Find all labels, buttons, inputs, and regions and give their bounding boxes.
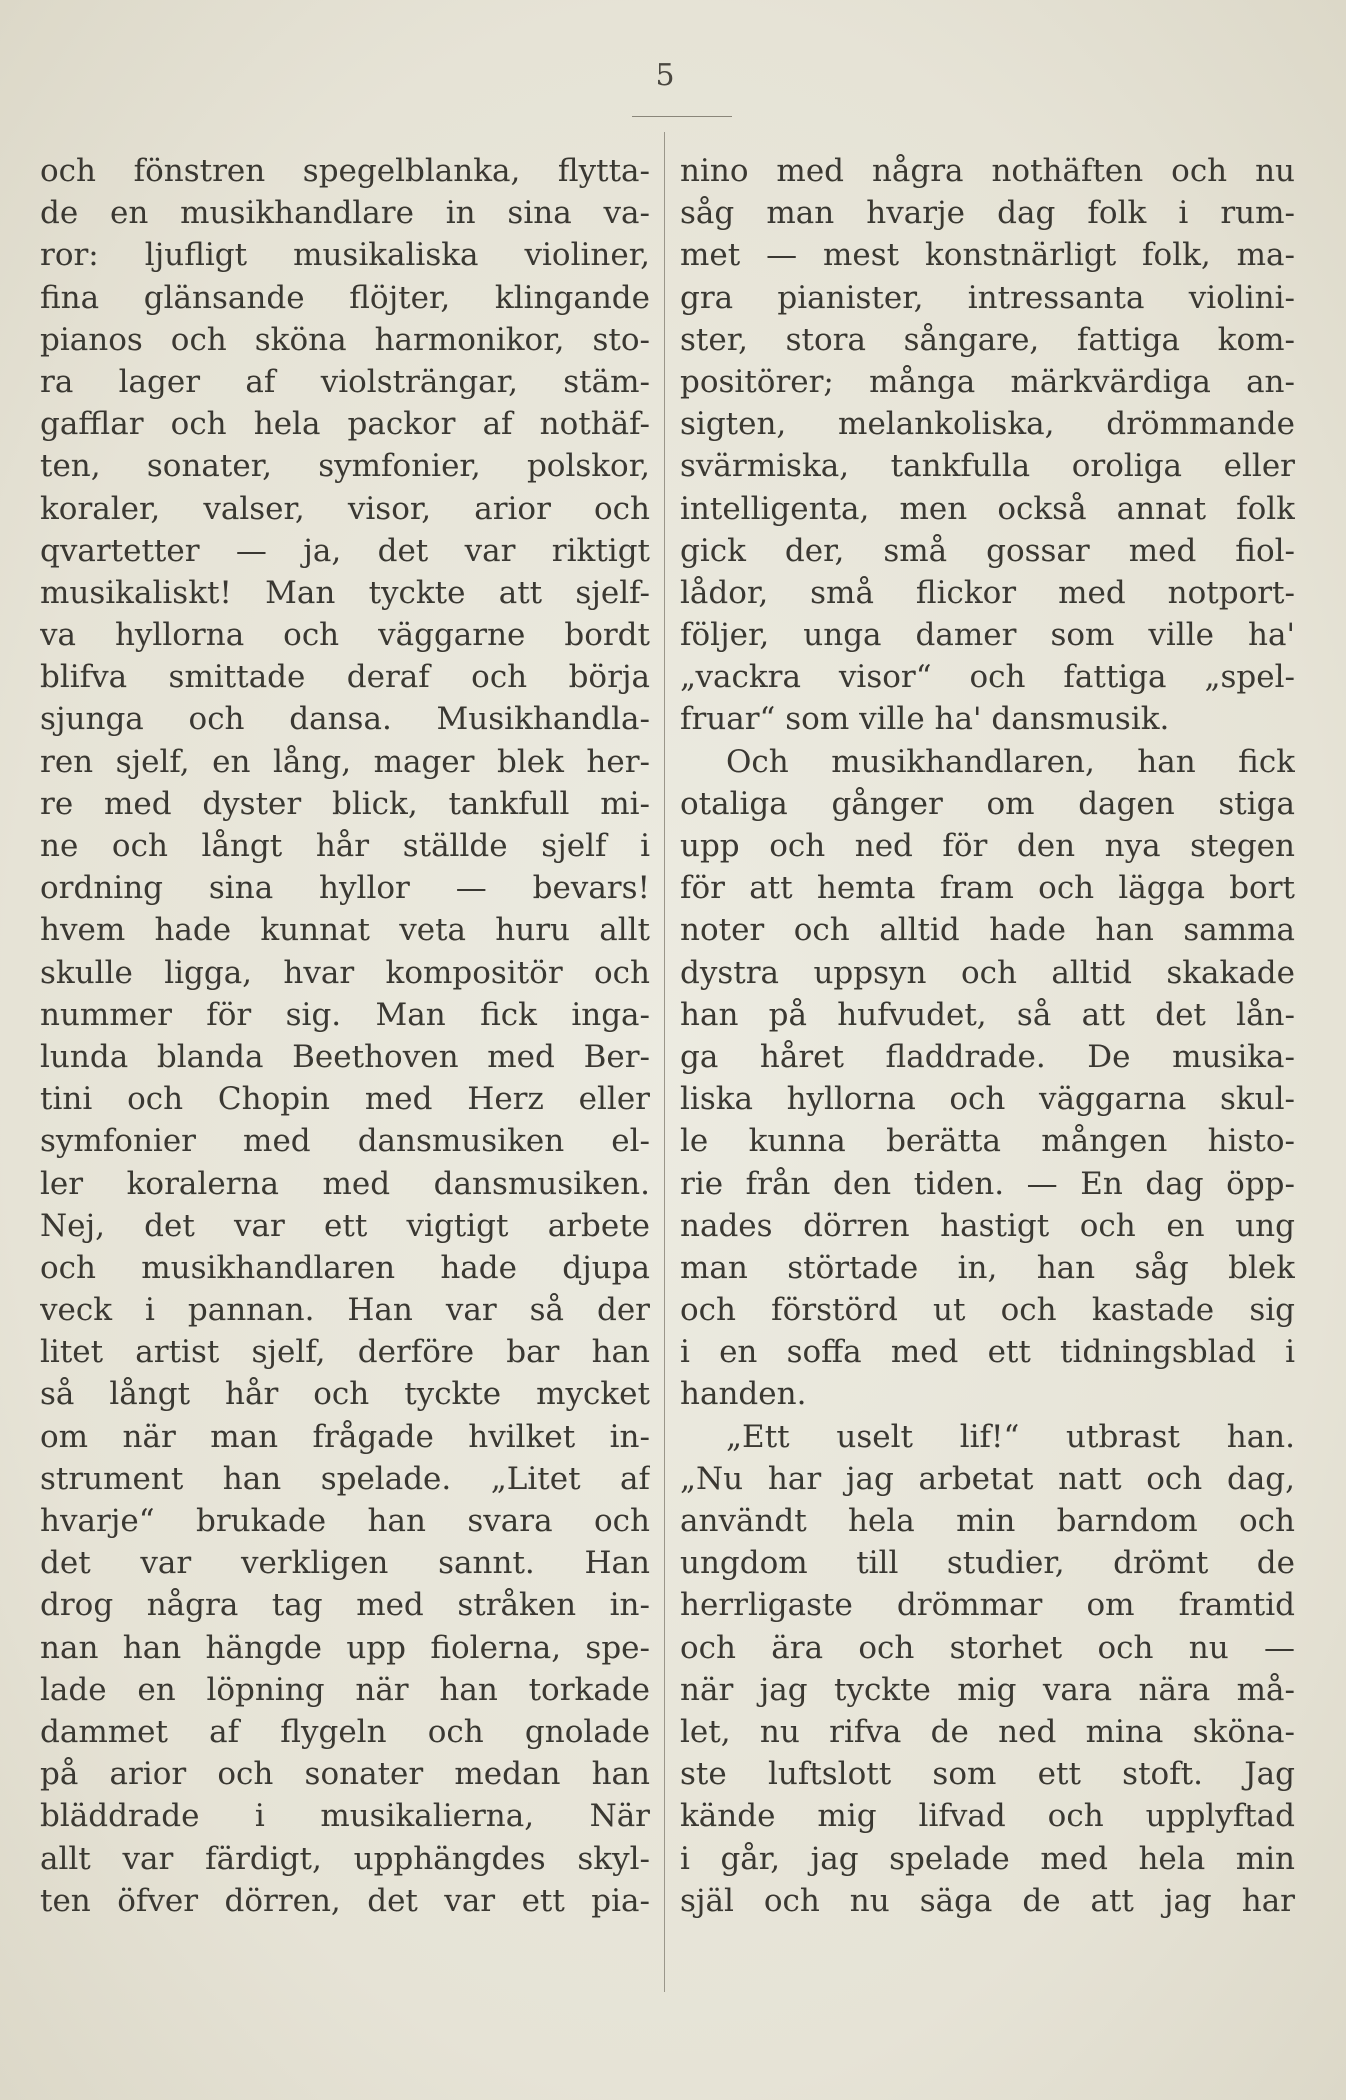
text-line: sigten, melankoliska, drömmande	[680, 406, 1295, 443]
text-line: ster, stora sångare, fattiga kom-	[680, 321, 1295, 358]
text-line: allt var färdigt, upphängdes skyl-	[40, 1840, 650, 1877]
text-line: „Nu har jag arbetat natt och dag,	[680, 1460, 1295, 1497]
text-line: hvarje“ brukade han svara och	[40, 1503, 650, 1539]
text-line: let, nu rifva de ned mina sköna-	[680, 1713, 1295, 1750]
text-line: för att hemta fram och lägga bort	[680, 870, 1295, 907]
page-number: 5	[655, 58, 675, 93]
text-line: „vackra visor“ och fattiga „spel-	[680, 659, 1295, 696]
text-line: och ära och storhet och nu —	[680, 1629, 1295, 1666]
text-line: re med dyster blick, tankfull mi-	[40, 785, 650, 822]
text-line: pianos och sköna harmonikor, sto-	[40, 321, 650, 358]
text-line: qvartetter — ja, det var riktigt	[40, 532, 650, 569]
text-line: positörer; många märkvärdiga an-	[680, 363, 1295, 400]
text-line: såg man hvarje dag folk i rum-	[680, 195, 1295, 232]
text-line: man störtade in, han såg blek	[680, 1249, 1295, 1286]
text-line: strument han spelade. „Litet af	[40, 1460, 650, 1497]
text-line: Och musikhandlaren, han fick	[726, 743, 1295, 780]
text-line: drog några tag med stråken in-	[40, 1587, 650, 1624]
text-line: nan han hängde upp fiolerna, spe-	[40, 1629, 650, 1666]
text-line: han på hufvudet, så att det lån-	[680, 996, 1295, 1033]
right-text-column	[680, 150, 1295, 1922]
text-line: följer, unga damer som ville ha'	[680, 617, 1295, 654]
text-line: herrligaste drömmar om framtid	[680, 1587, 1295, 1624]
text-line: litet artist sjelf, derföre bar han	[40, 1334, 650, 1371]
text-line: och förstörd ut och kastade sig	[680, 1292, 1295, 1329]
text-line: gick der, små gossar med fiol-	[680, 532, 1295, 569]
text-line: kände mig lifvad och upplyftad	[680, 1798, 1295, 1835]
text-line: i går, jag spelade med hela min	[680, 1840, 1295, 1877]
text-line: fruar“ som ville ha' dansmusik.	[680, 701, 1170, 738]
text-line: met — mest konstnärligt folk, ma-	[680, 237, 1295, 274]
text-line: blifva smittade deraf och börja	[40, 659, 650, 696]
text-line: skulle ligga, hvar kompositör och	[40, 954, 650, 991]
text-line: rie från den tiden. — En dag öpp-	[680, 1165, 1295, 1202]
text-line: svärmiska, tankfulla oroliga eller	[680, 448, 1295, 485]
text-line: otaliga gånger om dagen stiga	[680, 785, 1295, 822]
text-line: i en soffa med ett tidningsblad i	[680, 1334, 1295, 1371]
text-line: användt hela min barndom och	[680, 1503, 1295, 1539]
text-line: bläddrade i musikalierna, När	[40, 1798, 650, 1835]
text-line: lunda blanda Beethoven med Ber-	[40, 1038, 650, 1075]
header-rule	[632, 116, 732, 117]
text-line: „Ett uselt lif!“ utbrast han.	[726, 1418, 1295, 1455]
text-line: själ och nu säga de att jag har	[680, 1882, 1295, 1919]
text-line: ne och långt hår ställde sjelf i	[40, 828, 650, 864]
text-line: när jag tyckte mig vara nära må-	[680, 1671, 1295, 1708]
text-line: liska hyllorna och väggarna skul-	[680, 1081, 1295, 1118]
text-line: koraler, valser, visor, arior och	[40, 490, 650, 527]
text-line: upp och ned för den nya stegen	[680, 828, 1295, 864]
text-line: det var verkligen sannt. Han	[40, 1545, 650, 1582]
text-line: om när man frågade hvilket in-	[40, 1418, 650, 1455]
text-line: symfonier med dansmusiken el-	[40, 1123, 650, 1160]
text-line: ga håret fladdrade. De musika-	[680, 1038, 1295, 1075]
text-line: ungdom till studier, drömt de	[680, 1545, 1295, 1582]
text-line: fina glänsande flöjter, klingande	[40, 279, 650, 316]
text-line: intelligenta, men också annat folk	[680, 490, 1295, 527]
text-line: lådor, små flickor med notport-	[680, 574, 1295, 611]
text-line: gafflar och hela packor af nothäf-	[40, 406, 650, 443]
text-line: och fönstren spegelblanka, flytta-	[40, 153, 650, 189]
text-line: sjunga och dansa. Musikhandla-	[40, 701, 650, 738]
text-line: musikaliskt! Man tyckte att sjelf-	[40, 574, 650, 611]
text-line: och musikhandlaren hade djupa	[40, 1249, 650, 1286]
text-line: ler koralerna med dansmusiken.	[40, 1165, 650, 1202]
text-line: nades dörren hastigt och en ung	[680, 1207, 1295, 1244]
text-line: så långt hår och tyckte mycket	[40, 1376, 650, 1413]
text-line: nummer för sig. Man fick inga-	[40, 996, 650, 1033]
text-line: handen.	[680, 1376, 807, 1413]
text-line: va hyllorna och väggarne bordt	[40, 617, 650, 654]
text-line: på arior och sonater medan han	[40, 1756, 650, 1793]
text-line: ren sjelf, en lång, mager blek her-	[40, 743, 650, 780]
text-line: de en musikhandlare in sina va-	[40, 195, 650, 232]
text-line: le kunna berätta mången histo-	[680, 1123, 1295, 1160]
left-text-column	[40, 150, 650, 1922]
text-line: ten öfver dörren, det var ett pia-	[40, 1882, 650, 1919]
text-line: Nej, det var ett vigtigt arbete	[40, 1207, 650, 1244]
text-line: dystra uppsyn och alltid skakade	[680, 954, 1295, 991]
text-line: ten, sonater, symfonier, polskor,	[40, 448, 650, 485]
text-line: tini och Chopin med Herz eller	[40, 1081, 650, 1118]
text-line: ordning sina hyllor — bevars!	[40, 870, 650, 907]
text-line: noter och alltid hade han samma	[680, 912, 1295, 949]
text-line: dammet af flygeln och gnolade	[40, 1713, 650, 1750]
text-line: ste luftslott som ett stoft. Jag	[680, 1756, 1295, 1793]
text-line: nino med några nothäften och nu	[680, 153, 1295, 189]
text-line: ra lager af violsträngar, stäm-	[40, 363, 650, 400]
text-line: veck i pannan. Han var så der	[40, 1292, 650, 1329]
text-line: lade en löpning när han torkade	[40, 1671, 650, 1708]
text-line: hvem hade kunnat veta huru allt	[40, 912, 650, 949]
column-divider	[664, 132, 665, 1992]
text-line: gra pianister, intressanta violini-	[680, 279, 1295, 316]
text-line: ror: ljufligt musikaliska violiner,	[40, 237, 650, 274]
